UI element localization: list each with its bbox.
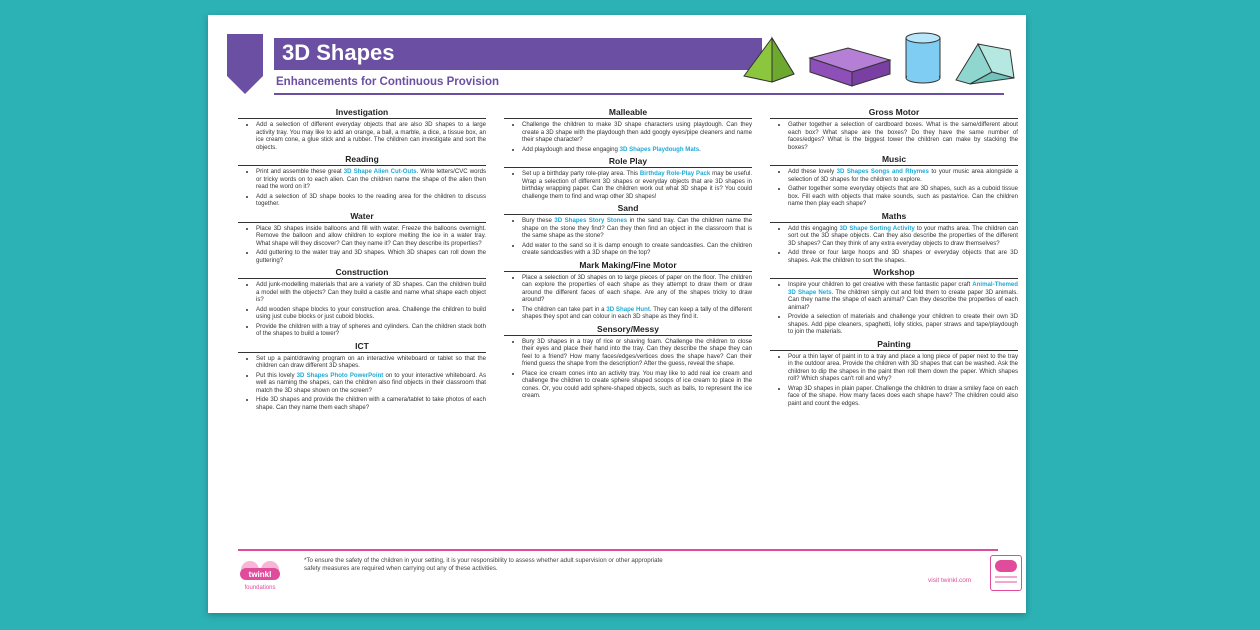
cylinder-icon — [906, 33, 940, 83]
activity-text: Gather together some everyday objects that are 3D shapes, such as a cuboid tissue box. Fill each with objects that make sounds, such as pasta/rice. Can the children name then play each shape? — [788, 185, 1018, 207]
activity-item — [522, 217, 752, 240]
activity-item — [256, 168, 486, 191]
activity-text: Place ice cream cones into an activity tray. You may like to add real ice cream and challenge the children to create sphere shaped scoops of ice cream to place in the cones. Or, you could add sphere-shaped objects, such as balls, to represent the ice cream. — [522, 369, 752, 399]
activity-item — [788, 281, 1018, 311]
activity-item — [256, 372, 486, 395]
activity-text: The children can take part in a — [522, 305, 607, 313]
section-title: Painting — [770, 339, 1018, 351]
activity-text: Pour a thin layer of paint in to a tray and place a long piece of paper next to the tray in the outdoor area. Provide the children with 3D shapes that can be washed. Ask the children to dip the shapes in the paint then roll them down the paper. Which shapes roll? Which shapes can't roll and why? — [788, 352, 1018, 382]
activity-item — [256, 281, 486, 304]
activities-column-middle — [504, 107, 752, 403]
activity-item — [256, 396, 486, 411]
page-subtitle: Enhancements for Continuous Provision — [276, 76, 499, 88]
activity-item — [788, 168, 1018, 183]
activity-text: Wrap 3D shapes in plain paper. Challenge the children to draw a smiley face on each face of the shape. How many faces does each shape have? The children could also paint and count the edges. — [788, 384, 1018, 407]
resource-link[interactable]: 3D Shape Alien Cut-Outs — [343, 168, 417, 175]
footer-url[interactable]: visit twinkl.com — [928, 577, 972, 584]
twinkl-foundations-logo — [236, 556, 284, 592]
activity-text: Add a selection of different everyday objects that are also 3D shapes to a large activity tray. You may like to add an orange, a ball, a marble, a dice, a tissue box, an ice cream cone, a glue stick and a rubber. The children can investigate and sort the objects. — [256, 121, 486, 151]
section-title: Maths — [770, 211, 1018, 223]
activity-text: . The children simply cut and fold them to create paper 3D animals. Can they name the shape of each animal? Can they describe the properties of each animal? — [788, 288, 1018, 311]
cuboid-icon — [810, 48, 890, 86]
activity-list — [504, 274, 752, 321]
activity-text: Inspire your children to get creative with these fantastic paper craft — [788, 281, 973, 288]
resource-link[interactable]: 3D Shapes Playdough Mats — [619, 145, 700, 153]
activity-item — [256, 249, 486, 264]
activity-text: Set up a paint/drawing program on an interactive whiteboard or tablet so that the children can draw different 3D shapes. — [256, 354, 486, 369]
activity-section — [504, 203, 752, 257]
activity-item — [522, 338, 752, 368]
activity-text: may be useful. Wrap a selection of different 3D shapes or everyday objects that are 3D shapes in birthday wrapping paper. Can the children work out what 3D shape it is? You could challenge them to find and wrap other 3D shapes! — [522, 170, 753, 200]
page-title: 3D Shapes — [282, 40, 395, 65]
activity-text: Add these lovely — [788, 168, 837, 175]
activity-list — [770, 353, 1018, 408]
activity-section — [238, 107, 486, 151]
activity-item — [256, 306, 486, 321]
activity-item — [256, 121, 486, 151]
section-title: Water — [238, 211, 486, 223]
activity-section — [770, 154, 1018, 208]
activity-item — [522, 370, 752, 400]
activity-section — [504, 107, 752, 153]
activities-column-right — [770, 107, 1018, 410]
section-title: Role Play — [504, 156, 752, 168]
activity-section — [504, 156, 752, 200]
subtitle-divider — [274, 93, 1004, 95]
activity-text: Add wooden shape blocks to your construction area. Challenge the children to build using just cube blocks or just cuboid blocks. — [256, 305, 486, 320]
activity-item — [256, 355, 486, 370]
activity-text: Add playdough and these engaging — [522, 145, 620, 153]
document-page — [208, 15, 1026, 613]
activity-list — [504, 170, 752, 200]
activity-item — [522, 274, 752, 304]
activity-text: . — [699, 145, 701, 153]
logo-subtext: foundations — [244, 585, 276, 591]
activity-text: Place 3D shapes inside balloons and fill with water. Freeze the balloons overnight. Remove the balloon and allow children to explore melting the ice in a water tray. What shape will they discover? Can they name it? Can they describe its properties? — [256, 224, 486, 247]
activity-text: Bury 3D shapes in a tray of rice or shaving foam. Challenge the children to close their eyes and place their hand into the tray. Can they describe the shape they can feel to a friend? How many faces/edges/vertices does the shape have? Can their friend guess the shape from the description? After the guess, reveal the shape. — [522, 337, 752, 367]
activities-column-left — [238, 107, 486, 414]
activity-list — [504, 217, 752, 257]
activity-text: Add guttering to the water tray and 3D shapes. Which 3D shapes can roll down the guttering? — [256, 249, 486, 264]
activity-text: . Write letters/CVC words or tricky words on to each alien. Can the children name the shape of the alien then read the word on it? — [256, 168, 487, 190]
activity-item — [788, 121, 1018, 151]
activity-item — [788, 249, 1018, 264]
activity-item — [788, 385, 1018, 408]
activity-item — [522, 121, 752, 144]
resource-link[interactable]: Animal-Themed 3D Shape Nets — [788, 281, 1018, 296]
footer-divider — [238, 549, 998, 551]
activity-list — [504, 338, 752, 400]
activity-text: to your maths area. The children can sort out the 3D shape objects. Can they also describe the properties of the different 3D shapes? Can they think of any extra everyday objects to draw themselves? — [788, 224, 1018, 247]
activity-text: Hide 3D shapes and provide the children with a camera/tablet to take photos of each shape. Can they name them each shape? — [256, 396, 486, 411]
activity-item — [256, 323, 486, 338]
activity-text: Provide the children with a tray of spheres and cylinders. Can the children stack both of the shapes to build a tower? — [256, 322, 486, 337]
resource-link[interactable]: Birthday Role-Play Pack — [639, 170, 711, 177]
activity-item — [522, 242, 752, 257]
resource-link[interactable]: 3D Shapes Photo PowerPoint — [296, 371, 384, 379]
resource-link[interactable]: 3D Shapes Story Stones — [554, 217, 628, 224]
prism-icon — [956, 44, 1014, 84]
activity-list — [238, 355, 486, 412]
activity-section — [238, 267, 486, 338]
activity-item — [522, 170, 752, 200]
activity-list — [770, 225, 1018, 265]
activity-text: to your music area alongside a selection of 3D shapes for the children to explore. — [788, 168, 1018, 183]
title-bar — [274, 38, 762, 70]
activity-item — [788, 185, 1018, 208]
activity-text: in the sand tray. Can the children name the shape on the stone they find? Can they then find an object in the classroom that is the same shape as the stone? — [522, 217, 752, 239]
activity-text: Set up a birthday party role-play area. This — [522, 170, 640, 177]
activity-list — [238, 281, 486, 338]
section-title: Music — [770, 154, 1018, 166]
activity-list — [770, 281, 1018, 336]
section-title: Construction — [238, 267, 486, 279]
activity-list — [238, 225, 486, 265]
activity-text: Add water to the sand so it is damp enough to create sandcastles. Can the children create sandcastles with a 3D shape on the top? — [522, 241, 752, 256]
section-title: Investigation — [238, 107, 486, 119]
activity-section — [238, 154, 486, 208]
activity-text: Provide a selection of materials and challenge your children to create their own 3D shapes. Add pipe cleaners, spaghetti, lolly sticks, paper straws and tape/playdough to join the materials. — [788, 313, 1018, 335]
activity-text: Bury these — [522, 217, 555, 224]
activity-text: Gather together a selection of cardboard boxes. What is the same/different about each box? What shape are the boxes? Do they have the same number of faces/edges? What is the biggest tower the children can make by stacking the boxes? — [788, 121, 1018, 151]
resource-link[interactable]: 3D Shapes Songs and Rhymes — [836, 168, 929, 175]
section-title: Reading — [238, 154, 486, 166]
activity-section — [238, 211, 486, 265]
activity-section — [770, 339, 1018, 408]
activity-section — [770, 211, 1018, 265]
activity-section — [770, 107, 1018, 151]
activity-section — [770, 267, 1018, 336]
activity-list — [770, 168, 1018, 208]
activity-item — [788, 313, 1018, 336]
activity-text: Add three or four large hoops and 3D shapes or everyday objects that are 3D shapes. Ask the children to sort the shapes. — [788, 249, 1018, 264]
activity-section — [238, 341, 486, 412]
twinkl-badge-icon — [990, 555, 1022, 591]
activity-list — [238, 168, 486, 208]
activity-section — [504, 324, 752, 400]
activity-item — [256, 193, 486, 208]
section-title: Malleable — [504, 107, 752, 119]
section-title: ICT — [238, 341, 486, 353]
activity-text: Add a selection of 3D shape books to the reading area for the children to discuss together. — [256, 192, 486, 207]
activity-item — [256, 225, 486, 248]
activity-text: Put this lovely — [256, 371, 297, 379]
activity-list — [504, 121, 752, 153]
activity-item — [788, 225, 1018, 248]
section-title: Workshop — [770, 267, 1018, 279]
section-title: Sensory/Messy — [504, 324, 752, 336]
activity-section — [504, 260, 752, 321]
activity-item — [788, 353, 1018, 383]
bookmark-ribbon — [227, 34, 263, 76]
shapes-illustration — [738, 28, 1018, 88]
activity-text: Challenge the children to make 3D shape characters using playdough. Can they create a 3D shape with the playdough then add googly eyes/pipe cleaners and name their shape character? — [522, 121, 752, 143]
activity-text: Place a selection of 3D shapes on to large pieces of paper on the floor. The children can explore the properties of each shape as they attempt to draw them or draw around the different faces of each shape. Are any of the shapes tricky to draw around? — [522, 273, 752, 303]
logo-text: twinkl — [248, 570, 272, 579]
section-title: Mark Making/Fine Motor — [504, 260, 752, 272]
activity-list — [770, 121, 1018, 151]
section-title: Gross Motor — [770, 107, 1018, 119]
section-title: Sand — [504, 203, 752, 215]
activity-item — [522, 306, 752, 321]
activity-text: Print and assemble these great — [256, 168, 344, 175]
activity-text: Add junk-modelling materials that are a variety of 3D shapes. Can the children build a model with the objects? Can they build a castle and name what shape each object is? — [256, 281, 486, 303]
activity-list — [238, 121, 486, 151]
resource-link[interactable]: 3D Shape Hunt — [606, 305, 650, 313]
activity-item — [522, 146, 752, 154]
safety-disclaimer: *To ensure the safety of the children in your setting, it is your responsibility to assess whether adult supervision or other appropriate safety measures are required when carrying out any of these activities. — [304, 557, 663, 572]
activity-text: on to your interactive whiteboard. As well as naming the shapes, can the children also find objects in their classroom that match the 3D shape shown on the screen? — [256, 371, 486, 394]
pyramid-icon — [744, 38, 794, 82]
activity-text: Add this engaging — [788, 224, 840, 232]
resource-link[interactable]: 3D Shape Sorting Activity — [839, 224, 915, 232]
activity-text: . They can keep a tally of the different shapes they spot and can colour in each 3D shape as they find it. — [522, 305, 753, 320]
